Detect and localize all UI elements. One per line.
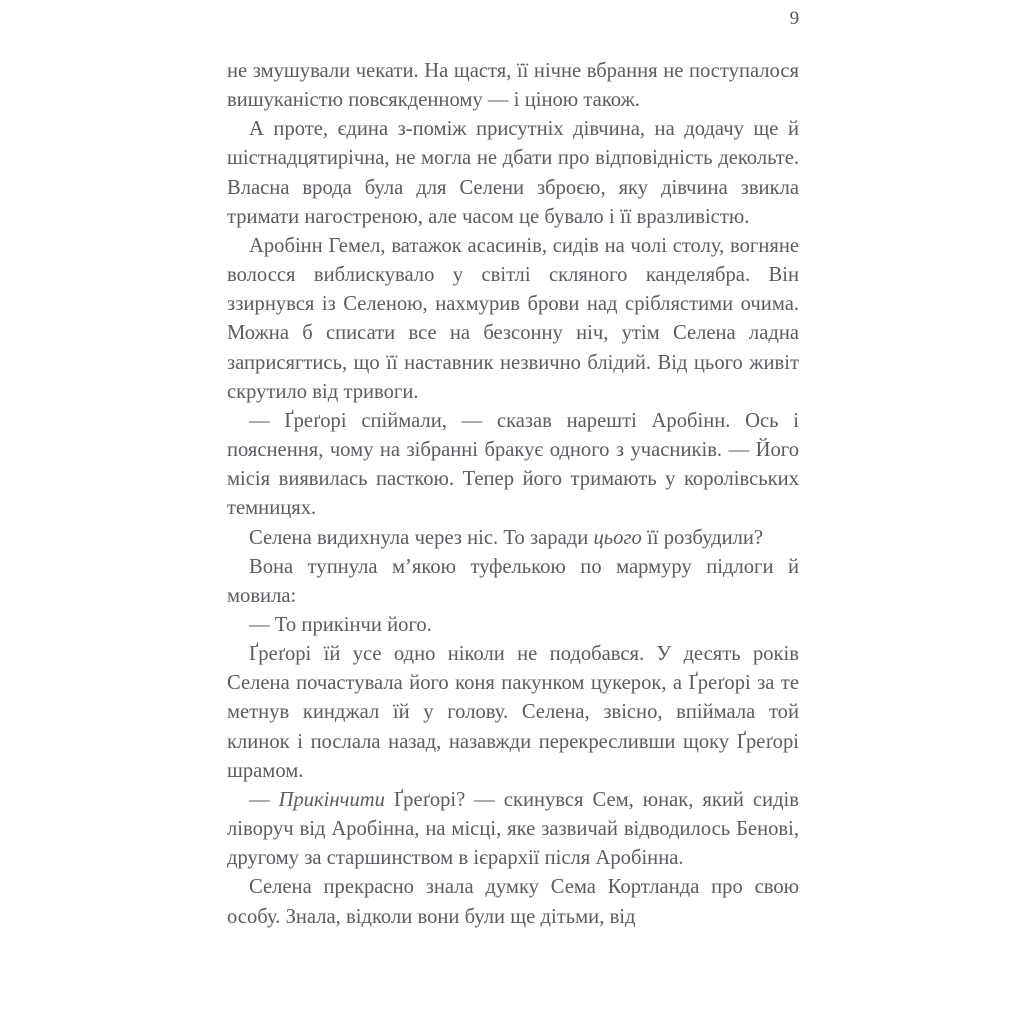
text-run: Ґреґорі їй усе одно ніколи не подобався. У десять років Селена почастувала його коня пакунком цукерок, а Ґреґорі за те метнув кинджал їй у голову. Селена, звісно, впіймала той клинок і послала назад, назавжди перекресливши щоку Ґреґорі шрамом. <box>227 643 799 782</box>
text-run: Селена видихнула через ніс. То заради <box>249 526 594 549</box>
paragraph <box>227 786 799 873</box>
text-run: Вона тупнула м’якою туфелькою по мармуру підлоги й мовила: <box>227 555 799 607</box>
body-text-block <box>227 57 799 932</box>
page-folio <box>0 8 1024 30</box>
paragraph <box>227 115 799 232</box>
text-run: не змушували чекати. На щастя, її нічне вбрання не поступалося вишуканістю повсякденному — і ціною також. <box>227 60 799 112</box>
text-run: — Ґреґорі спіймали, — сказав нарешті Аробінн. Ось і пояснення, чому на зібранні бракує одного з учасників. — Його місія виявилась пасткою. Тепер його тримають у королівських темницях. <box>227 409 799 520</box>
paragraph <box>227 611 799 640</box>
paragraph <box>227 873 799 931</box>
text-run: А проте, єдина з-поміж присутніх дівчина, на додачу ще й шістнадцятирічна, не могла не дбати про відповідність декольте. Власна врода була для Селени зброєю, яку дівчина звикла тримати нагостреною, але часом це бувало і її вразливістю. <box>227 118 799 228</box>
paragraph <box>227 407 799 524</box>
emphasis-text: Прикінчити <box>278 788 385 811</box>
text-run: її розбудили? <box>641 526 764 549</box>
paragraph <box>227 524 799 553</box>
page-number: 9 <box>789 8 800 29</box>
paragraph <box>227 553 799 611</box>
text-run: Ґреґорі? — скинувся Сем, юнак, який сидів ліворуч від Аробінна, на місці, яке зазвичай відводилось Бенові, другому за старшинством в ієрархії після Аробінна. <box>227 788 800 870</box>
text-run: Селена прекрасно знала думку Сема Кортланда про свою особу. Знала, відколи вони були ще дітьми, від <box>227 876 799 928</box>
paragraph <box>227 640 799 786</box>
paragraph <box>227 57 799 115</box>
text-run: — То прикінчи його. <box>249 613 432 636</box>
text-run: — <box>249 788 279 811</box>
emphasis-text: цього <box>593 526 642 549</box>
text-run: Аробінн Гемел, ватажок асасинів, сидів на чолі столу, вогняне волосся виблискувало у світлі скляного канделябра. Він ззирнувся із Селеною, нахмурив брови над сріблястими очима. Можна б списати все на безсонну ніч, утім Селена ладна заприсягтись, що її наставник незвично блідий. Від цього живіт скрутило від тривоги. <box>227 234 799 403</box>
paragraph <box>227 232 799 407</box>
